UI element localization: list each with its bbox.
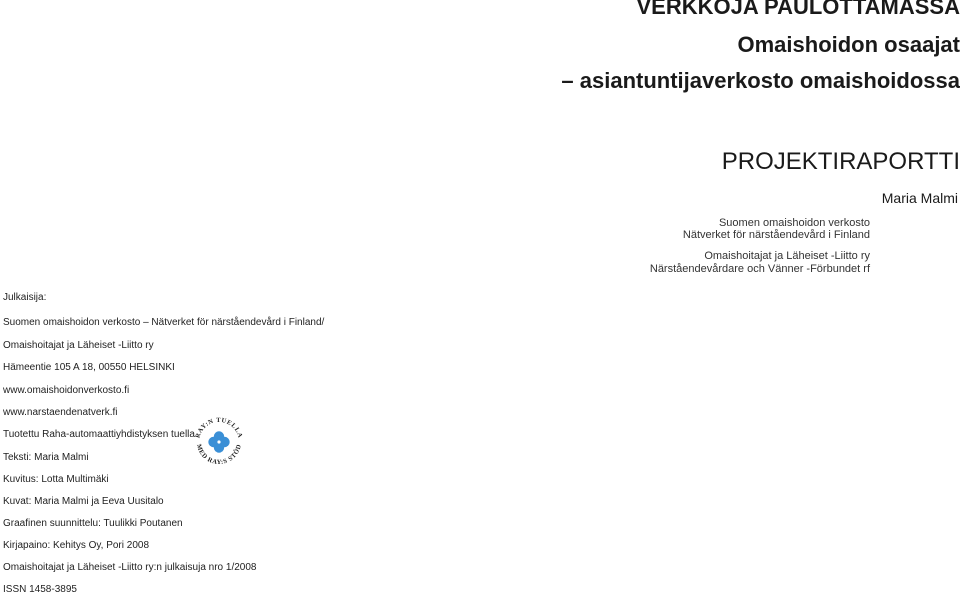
publisher-label: Julkaisija: [3, 292, 47, 303]
org-line: Suomen omaishoidon verkosto [718, 217, 870, 229]
colophon-line: Teksti: Maria Malmi [3, 452, 89, 463]
issn: ISSN 1458-3895 [3, 584, 77, 595]
website-link[interactable]: www.omaishoidonverkosto.fi [3, 385, 130, 396]
author-name: Maria Malmi [881, 190, 958, 206]
colophon-line: Suomen omaishoidon verkosto – Nätverket för närståendevård i Finland/ [3, 317, 325, 328]
report-subtitle: – asiantuntijaverkosto omaishoidossa [561, 68, 960, 93]
report-title: Omaishoidon osaajat [737, 32, 960, 57]
ray-logo-icon [191, 414, 247, 470]
org-line: Omaishoitajat ja Läheiset -Liitto ry [704, 250, 870, 262]
logo-text-top: RAY:N TUELLA [194, 416, 244, 440]
colophon-line: Hämeentie 105 A 18, 00550 HELSINKI [3, 362, 175, 373]
report-type: PROJEKTIRAPORTTI [721, 148, 960, 175]
logo-text-bottom: MED RAY:S STÖD [194, 443, 243, 467]
org-line: Nätverket för närståendevård i Finland [682, 229, 870, 241]
colophon-line: Tuotettu Raha-automaattiyhdistyksen tuella [3, 429, 195, 440]
colophon-line: Kirjapaino: Kehitys Oy, Pori 2008 [3, 540, 150, 551]
colophon-line: Kuvat: Maria Malmi ja Eeva Uusitalo [3, 496, 164, 507]
colophon-line: Graafinen suunnittelu: Tuulikki Poutanen [3, 518, 183, 529]
series-title: VERKKOJA PAULOTTAMASSA [636, 0, 960, 19]
colophon-line: Omaishoitajat ja Läheiset -Liitto ry:n julkaisuja nro 1/2008 [3, 562, 257, 573]
colophon-line: Kuvitus: Lotta Multimäki [3, 474, 109, 485]
colophon-line: Omaishoitajat ja Läheiset -Liitto ry [3, 340, 154, 351]
org-line: Närståendevårdare och Vänner -Förbundet rf [649, 263, 870, 275]
website-link[interactable]: www.narstaendenatverk.fi [3, 407, 118, 418]
